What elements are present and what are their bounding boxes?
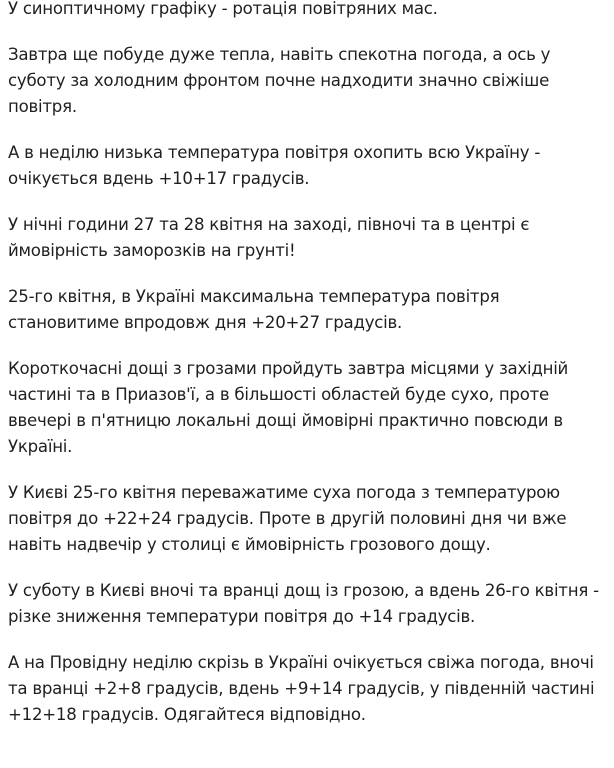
message-paragraph: 25-го квітня, в Україні максимальна температура повітря становитиме впродовж дня +20+27 градусів. [8, 287, 500, 332]
message-paragraph: Короткочасні дощі з грозами пройдуть завтра місцями у західній частині та в Приазов'ї, а в більшості областей буде сухо, проте ввечері в п'ятницю локальні дощі ймовірні практично повсюди в Україні. [8, 359, 569, 456]
message-paragraph: У Києві 25-го квітня переважатиме суха погода з температурою повітря до +22+24 градусів. Проте в другій половині дня чи вже навіть надвечір у столиці є ймовірність грозового дощу. [8, 483, 567, 554]
message-paragraph: Завтра ще побуде дуже тепла, навіть спекотна погода, а ось у суботу за холодним фронтом почне надходити значно свіжіше повітря. [8, 45, 551, 116]
message-paragraph: А на Провідну неділю скрізь в Україні очікується свіжа погода, вночі та вранці +2+8 градусів, вдень +9+14 градусів, у південній частині +12+18 градусів. Одягайтеся відповідно. [8, 653, 595, 724]
message-paragraph: У синоптичному графіку - ротація повітряних мас. [8, 0, 438, 18]
message-paragraph: У нічні години 27 та 28 квітня на заході, півночі та в центрі є ймовірність заморозків на грунті! [8, 215, 530, 260]
message-paragraph: У суботу в Києві вночі та вранці дощ із грозою, а вдень 26-го квітня - різке зниження температури повітря до +14 градусів. [8, 581, 599, 626]
message-paragraph: А в неділю низька температура повітря охопить всю Україну - очікується вдень +10+17 градусів. [8, 143, 541, 188]
